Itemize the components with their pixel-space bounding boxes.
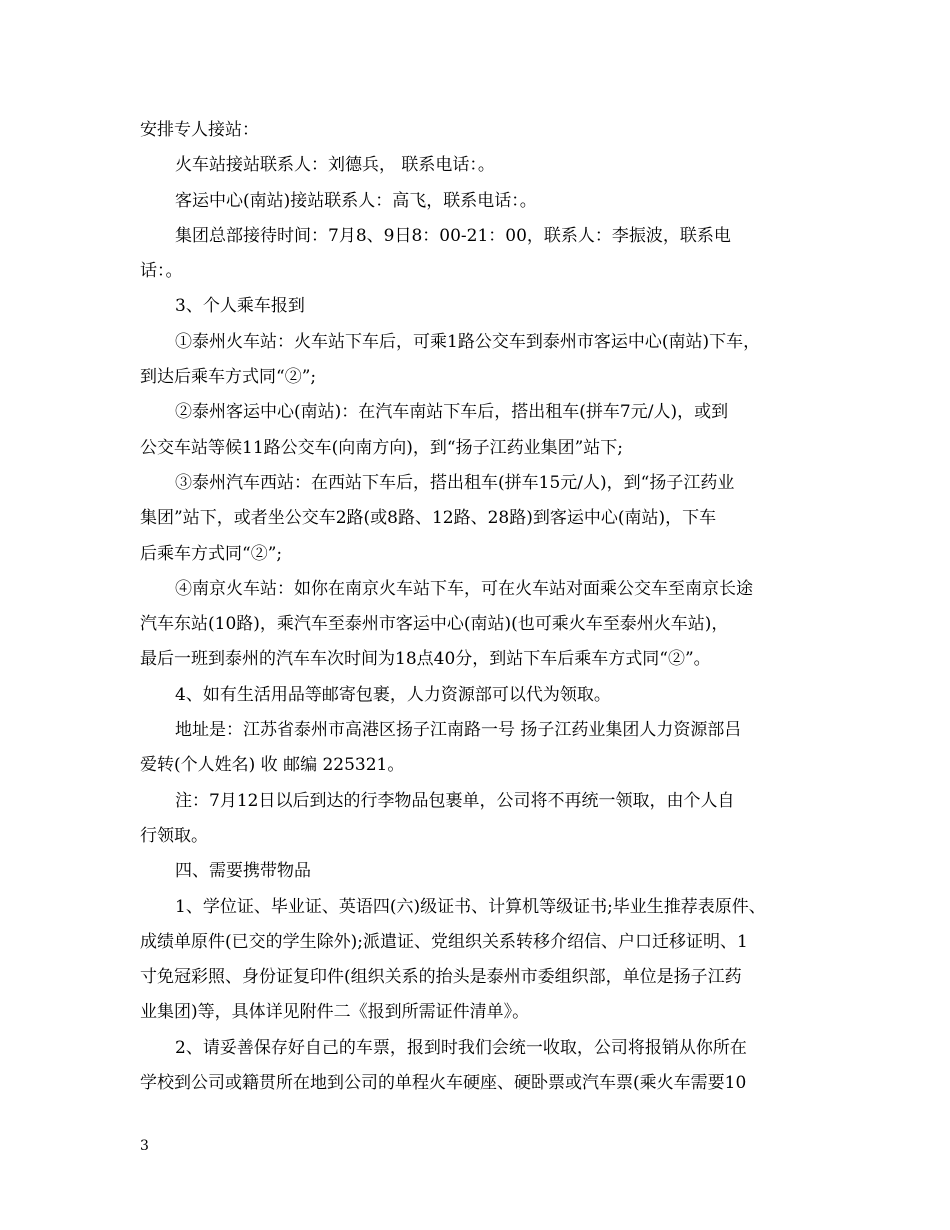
text-line: 四、需要携带物品 [175, 861, 311, 882]
document-body [140, 113, 820, 1101]
text-line: 寸免冠彩照、身份证复印件(组织关系的抬头是泰州市委组织部，单位是扬子江药 [140, 967, 742, 988]
text-line: ④南京火车站：如你在南京火车站下车，可在火车站对面乘公交车至南京长途 [175, 578, 753, 599]
text-line: ③泰州汽车西站：在西站下车后，搭出租车(拼车15元/人)，到“扬子江药业 [175, 472, 735, 493]
text-line: 最后一班到泰州的汽车车次时间为18点40分，到站下车后乘车方式同“②”。 [140, 649, 711, 670]
text-line: 行领取。 [140, 825, 208, 846]
text-line: 成绩单原件(已交的学生除外);派遣证、党组织关系转移介绍信、户口迁移证明、1 [140, 931, 748, 952]
text-line: 3、个人乘车报到 [175, 296, 305, 317]
text-line: 2、请妥善保存好自己的车票，报到时我们会统一收取，公司将报销从你所在 [175, 1037, 747, 1058]
text-line: 爱转(个人姓名) 收 邮编 225321。 [140, 755, 405, 776]
text-line: 1、学位证、毕业证、英语四(六)级证书、计算机等级证书;毕业生推荐表原件、 [175, 896, 766, 917]
text-line: 4、如有生活用品等邮寄包裹，人力资源部可以代为领取。 [175, 684, 611, 705]
text-line: 客运中心(南站)接站联系人：高飞，联系电话：。 [175, 190, 537, 211]
text-line: 后乘车方式同“②”; [140, 543, 283, 564]
text-line: 地址是：江苏省泰州市高港区扬子江南路一号 扬子江药业集团人力资源部吕 [175, 720, 742, 741]
text-line: 业集团)等，具体详见附件二《报到所需证件清单》。 [140, 1002, 530, 1023]
page-number: 3 [140, 1138, 149, 1154]
text-line: 汽车东站(10路)，乘汽车至泰州市客运中心(南站)(也可乘火车至泰州火车站)， [140, 614, 729, 635]
text-line: 火车站接站联系人：刘德兵， 联系电话：。 [175, 155, 495, 176]
text-line: 集团”站下，或者坐公交车2路(或8路、12路、28路)到客运中心(南站)，下车 [140, 508, 717, 529]
text-line: 安排专人接站： [140, 120, 259, 140]
text-line: 注：7月12日以后到达的行李物品包裹单，公司将不再统一领取，由个人自 [175, 790, 735, 811]
text-line: 学校到公司或籍贯所在地到公司的单程火车硬座、硬卧票或汽车票(乘火车需要10 [140, 1073, 747, 1094]
text-line: ①泰州火车站：火车站下车后，可乘1路公交车到泰州市客运中心(南站)下车， [175, 331, 761, 352]
text-line: ②泰州客运中心(南站)：在汽车南站下车后，搭出租车(拼车7元/人)，或到 [175, 402, 729, 423]
text-line: 话：。 [140, 261, 183, 282]
text-line: 到达后乘车方式同“②”; [140, 367, 317, 388]
text-line: 集团总部接待时间：7月8、9日8：00-21：00，联系人：李振波，联系电 [175, 225, 731, 246]
text-line: 公交车站等候11路公交车(向南方向)，到“扬子江药业集团”站下; [140, 437, 624, 458]
